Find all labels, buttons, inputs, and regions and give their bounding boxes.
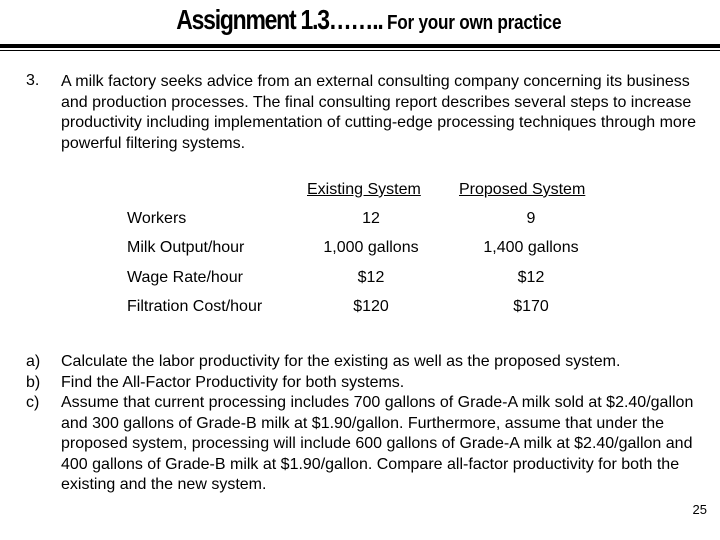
row-label-milk-output: Milk Output/hour <box>127 239 245 256</box>
cell-filtration-proposed: $170 <box>513 298 549 315</box>
cell-output-existing: 1,000 gallons <box>323 239 419 256</box>
row-label-wage-rate: Wage Rate/hour <box>127 269 243 286</box>
question-text: A milk factory seeks advice from an external consulting company concerning its business and production processes. The final consulting report describes several steps to increase productivity including implementation of cutting-edge processing techniques through more powerful filtering systems. <box>61 73 697 152</box>
question-number: 3. <box>26 72 40 89</box>
page-number: 25 <box>692 502 707 517</box>
cell-workers-existing: 12 <box>362 210 380 227</box>
cell-filtration-existing: $120 <box>353 298 389 315</box>
cell-output-proposed: 1,400 gallons <box>483 239 579 256</box>
subquestion-text-a: Calculate the labor productivity for the existing as well as the proposed system. <box>61 353 621 370</box>
column-header-existing: Existing System <box>307 181 421 198</box>
cell-wage-existing: $12 <box>357 269 385 286</box>
subquestion-label-c: c) <box>26 394 40 411</box>
subquestion-text-c: Assume that current processing includes 700 gallons of Grade-A milk sold at $2.40/gallon and 300 gallons of Grade-B milk at $1.90/gallon. Furthermore, assume that under the proposed system, processing will include 600 gallons of Grade-A milk at $2.40/gallon and 400 gallons of Grade-B milk at $1.90/gallon. Compare all-factor productivity for both the existing and the new system. <box>61 394 694 493</box>
row-label-filtration-cost: Filtration Cost/hour <box>127 298 263 315</box>
subquestion-texts <box>61 352 706 496</box>
column-header-proposed: Proposed System <box>459 181 586 198</box>
subquestion-label-a: a) <box>26 353 41 370</box>
subquestion-labels <box>26 352 40 414</box>
title-main: Assignment 1.3…….. <box>175 4 383 35</box>
slide-title <box>0 4 720 36</box>
subquestion-text-b: Find the All-Factor Productivity for both systems. <box>61 373 405 391</box>
subquestion-label-b: b) <box>26 373 41 391</box>
cell-workers-proposed: 9 <box>526 210 536 227</box>
row-label-workers: Workers <box>127 210 187 227</box>
title-subtitle: For your own practice <box>386 12 561 34</box>
cell-wage-proposed: $12 <box>517 269 545 286</box>
title-divider-thick <box>0 44 720 48</box>
title-divider-thin <box>0 50 720 51</box>
